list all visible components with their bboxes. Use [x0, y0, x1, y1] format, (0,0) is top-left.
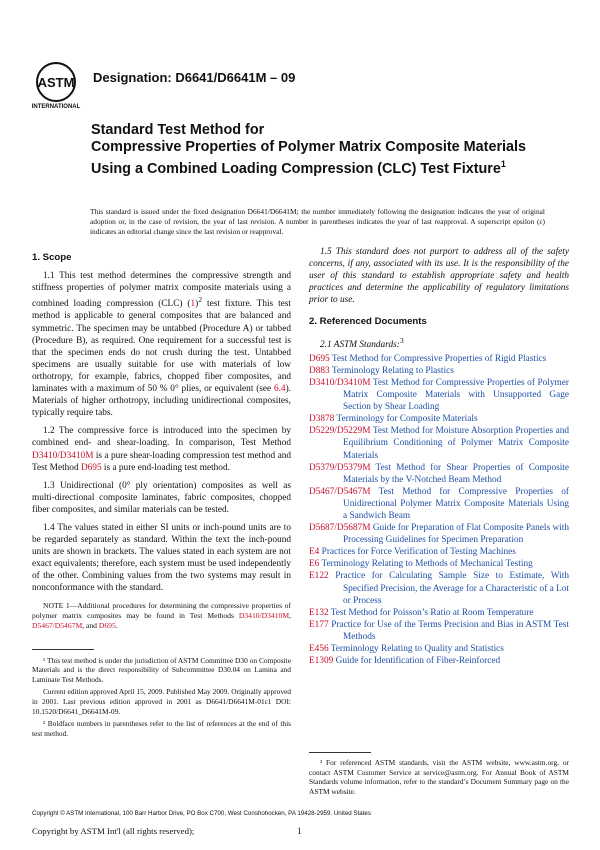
footnote-1b: Current edition approved April 15, 2009. Published May 2009. Originally approved in 2001. Last previous edition approved in 2001 as D6641/D6641M-01ε1 DOI: 10.1520/D6641_D6641M-09. [32, 687, 291, 716]
reference-code-link[interactable]: E132 [309, 607, 329, 618]
reference-title-link[interactable]: Test Method for Compressive Properties of Polymer Matrix Composite Materials with Unsupported Gage Section by Shear Loading [343, 377, 569, 413]
reference-item [309, 486, 569, 522]
intro-paragraph: This standard is issued under the fixed designation D6641/D6641M; the number immediately following the designation indicates the year of original adoption or, in the case of revision, the year of last revision. A number in parentheses indicates the year of last reapproval. A superscript epsilon (ε) indicates an editorial change since the last revision or reapproval. [90, 207, 545, 236]
reference-item [309, 353, 569, 365]
reference-code-link[interactable]: E122 [309, 571, 329, 582]
document-title [91, 122, 561, 178]
reference-title-link[interactable]: Practice for Use of the Terms Precision and Bias in ASTM Test Methods [331, 619, 569, 642]
left-column [32, 252, 291, 741]
svg-text:ASTM: ASTM [37, 75, 75, 90]
reference-title-link[interactable]: Guide for Preparation of Flat Composite Panels with Processing Guidelines for Specimen Preparation [343, 523, 569, 546]
reference-item [309, 462, 569, 486]
note-1: NOTE 1—Additional procedures for determining the compressive properties of polymer matrix composites may be found in Test Methods D3410/D3410M, D5467/D5467M, and D695. [32, 600, 291, 630]
note-d695-link[interactable]: D695 [98, 620, 116, 630]
reference-item [309, 522, 569, 546]
reference-item [309, 570, 569, 606]
footnote-rule [32, 649, 94, 650]
d3410-link[interactable]: D3410/D3410M [32, 450, 94, 461]
reference-code-link[interactable]: D3878 [309, 414, 335, 425]
reference-item [309, 425, 569, 461]
reference-title-link[interactable]: Test Method for Poisson’s Ratio at Room Temperature [330, 607, 534, 618]
reference-code-link[interactable]: E456 [309, 644, 329, 654]
reference-code-link[interactable]: D695 [309, 353, 330, 364]
reference-code-link[interactable]: E1309 [309, 656, 334, 667]
reference-title-link[interactable]: Test Method for Shear Properties of Composite Materials by the V-Notched Beam Method [343, 462, 569, 485]
section-link[interactable]: 6.4 [273, 384, 286, 395]
title-line1: Standard Test Method for [91, 122, 265, 138]
reference-item [309, 558, 569, 570]
reference-item [309, 377, 569, 413]
scope-1-1: 1.1 This test method determines the compressive strength and stiffness properties of polymer matrix composite materials using a combined loading compression (CLC) $(1)^2$ test fixture. This test method is applicable to general composites that are balanced and symmetric. The specimen may be untabbed (Procedure A) or tabbed (Procedure B), as required. One requirement for a successful test is that the specimen ends do not crush during the test. Untabbed specimens are usually suitable for use with materials of low orthotropy, for example, fabrics, chopped fiber composites, and laminates with a maximum of 50 % 0° plies, or equivalent (see 6.4). Materials of higher orthotropy, including unidirectional composites, typically require tabs. [32, 271, 291, 419]
footnote-1: ¹ This test method is under the jurisdiction of ASTM Committee D30 on Composite Materials and is the direct responsibility of Subcommittee D30.04 on Lamina and Laminate Test Methods. [32, 655, 291, 684]
reference-item [309, 546, 569, 558]
reference-code-link[interactable]: D5687/D5687M [309, 523, 371, 534]
scope-heading: 1. Scope [32, 252, 72, 263]
scope-1-3: 1.3 Unidirectional (0° ply orientation) composites as well as multi-directional composite laminates, fabric composites, chopped fiber composites, and similar materials can be tested. [32, 480, 291, 515]
reference-list [309, 353, 569, 667]
footnote-2: ² Boldface numbers in parentheses refer to the list of references at the end of this test method. [32, 719, 291, 738]
reference-title-link[interactable]: Terminology for Composite Materials [336, 414, 478, 425]
reference-code-link[interactable]: D5229/D5229M [309, 426, 371, 437]
reference-item [309, 655, 569, 667]
reference-title-link[interactable]: Test Method for Compressive Properties of Rigid Plastics [331, 353, 547, 364]
page-number: 1 [297, 826, 302, 836]
reference-title-link[interactable]: Test Method for Moisture Absorption Properties and Equilibrium Conditioning of Polymer Matrix Composite Materials [343, 426, 569, 461]
astm-logo [30, 60, 82, 110]
note-d3410-link[interactable]: D3410/D3410M [238, 610, 290, 620]
reference-title-link[interactable]: Terminology Relating to Plastics [331, 365, 454, 376]
referenced-documents-heading: 2. Referenced Documents [309, 316, 427, 328]
reference-title-link[interactable]: Practices for Force Verification of Testing Machines [321, 547, 516, 558]
reference-item [309, 413, 569, 425]
astm-standards-label: 2.1 ASTM Standards:$^3$ [320, 335, 404, 350]
reference-code-link[interactable]: D883 [309, 365, 330, 376]
scope-1-5: 1.5 This standard does not purport to address all of the safety concerns, if any, associated with its use. It is the responsibility of the user of this standard to establish appropriate safety and health practices and determine the applicability of regulatory limitations prior to use. [309, 247, 569, 306]
note-d5467-link[interactable]: D5467/D5467M [32, 620, 83, 630]
title-line2: Compressive Properties of Polymer Matrix Composite Materials Using a Combined Loading Compression (CLC) Test Fixture [91, 139, 527, 177]
reference-code-link[interactable]: D5467/D5467M [309, 486, 371, 497]
reference-item [309, 619, 569, 643]
reference-code-link[interactable]: E4 [309, 547, 320, 558]
designation: Designation: D6641/D6641M – 09 [93, 70, 296, 85]
reference-title-link[interactable]: Practice for Calculating Sample Size to Estimate, With Specified Precision, the Average for a Characteristic of a Lot or Process [335, 571, 569, 606]
reference-code-link[interactable]: E6 [309, 559, 320, 570]
copyright-line: Copyright © ASTM International, 100 Barr Harbor Drive, PO Box C700, West Conshohocken, PA 19428-2959. United States [32, 810, 371, 817]
title-footnote-marker: 1 [500, 159, 506, 169]
reference-item [309, 607, 569, 619]
reference-title-link[interactable]: Guide for Identification of Fiber-Reinforced [335, 656, 501, 667]
reference-title-link[interactable]: Test Method for Compressive Properties of Unidirectional Polymer Matrix Composite Materials Using a Sandwich Beam [343, 486, 570, 521]
reference-item [309, 365, 569, 377]
reference-code-link[interactable]: D5379/D5379M [309, 462, 371, 473]
scope-1-2: 1.2 The compressive force is introduced into the specimen by combined end- and shear-loading. In comparison, Test Method D3410/D3410M is a pure shear-loading compression test method and Test Method D695 is a pure end-loading test method. [32, 426, 291, 473]
reference-title-link[interactable]: Terminology Relating to Quality and Statistics [330, 644, 504, 654]
footnote-3: ³ For referenced ASTM standards, visit the ASTM website, www.astm.org, or contact ASTM Customer Service at service@astm.org. For Annual Book of ASTM Standards volume information, refer to the standard’s Document Summary page on the ASTM website. [309, 758, 569, 796]
right-footnote-block [309, 752, 569, 799]
footnote-rule-right [309, 752, 371, 753]
d695-link[interactable]: D695 [80, 462, 102, 473]
reference-link[interactable]: 1 [190, 299, 196, 310]
svg-text:INTERNATIONAL: INTERNATIONAL [31, 104, 81, 110]
reference-title-link[interactable]: Terminology Relating to Methods of Mechanical Testing [321, 559, 533, 570]
scope-1-4: 1.4 The values stated in either SI units or inch-pound units are to be regarded separately as standard. Within the text the inch-pound units are shown in brackets. The values stated in each system are not exact equivalents; therefore, each system must be used independently of the other. Combining values from the two systems may result in nonconformance with the standard. [32, 522, 291, 594]
reference-code-link[interactable]: E177 [309, 619, 329, 630]
reference-item [309, 643, 569, 655]
copyright-short: Copyright by ASTM Int'l (all rights reserved); [32, 826, 195, 836]
reference-code-link[interactable]: D3410/D3410M [309, 377, 371, 388]
right-column [309, 246, 569, 667]
